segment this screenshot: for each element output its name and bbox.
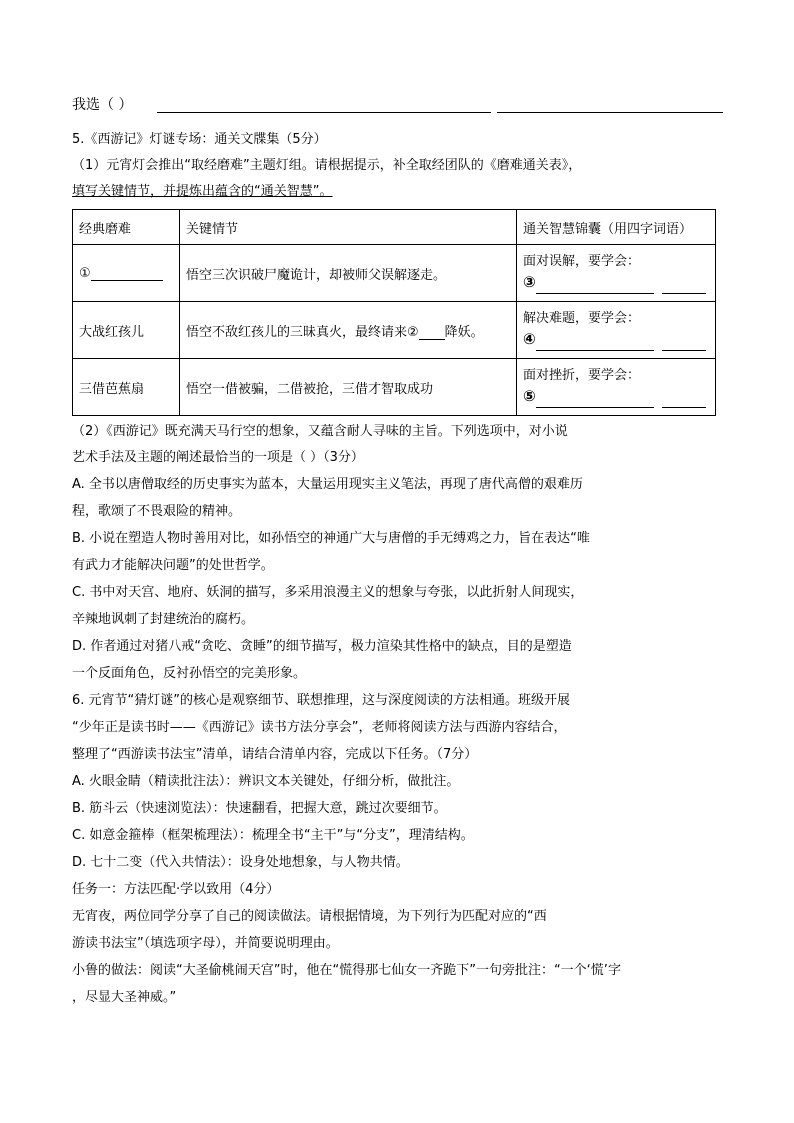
header-wisdom: 通关智慧锦囊（用四字词语） bbox=[517, 210, 716, 245]
answer-blank[interactable] bbox=[536, 393, 654, 408]
q5-title: 5.《西游记》灯谜专场：通关文牒集（5分） bbox=[72, 132, 327, 147]
answer-line[interactable] bbox=[497, 112, 723, 113]
blank-number: ⑤ bbox=[523, 387, 536, 405]
answer-blank[interactable] bbox=[419, 325, 445, 340]
q6-option-c: C. 如意金箍棒（框架梳理法）：梳理全书“主干”与“分支”，理清结构。 bbox=[72, 828, 474, 843]
wisdom-prompt: 面对误解，要学会： bbox=[523, 254, 641, 269]
trial-cell: 大战红孩儿 bbox=[73, 302, 180, 359]
blank-number: ① bbox=[79, 265, 91, 281]
task1-title: 任务一：方法匹配·学以致用（4分） bbox=[72, 882, 280, 897]
plot-cell bbox=[180, 302, 517, 359]
my-choice-label: 我选（ ） bbox=[72, 97, 133, 113]
task1-line2: 游读书法宝”（填选项字母），并简要说明理由。 bbox=[72, 936, 339, 951]
q6-line2: “少年正是读书时——《西游记》读书方法分享会”，老师将阅读方法与西游内容结合， bbox=[72, 720, 567, 735]
answer-blank[interactable] bbox=[662, 393, 706, 408]
plot-cell: 悟空一借被骗，二借被抢，三借才智取成功 bbox=[180, 359, 517, 416]
plot-cell: 悟空三次识破尸魔诡计，却被师父误解逐走。 bbox=[180, 245, 517, 302]
wisdom-cell bbox=[517, 302, 716, 359]
trial-cell: 三借芭蕉扇 bbox=[73, 359, 180, 416]
answer-blank[interactable] bbox=[91, 266, 163, 281]
table-header-row bbox=[73, 210, 716, 245]
wisdom-cell bbox=[517, 245, 716, 302]
wisdom-cell bbox=[517, 359, 716, 416]
option-c-line2: 辛辣地讽刺了封建统治的腐朽。 bbox=[72, 612, 255, 627]
q5-part1-line1: （1）元宵灯会推出“取经磨难”主题灯组。请根据提示，补全取经团队的《磨难通关表》， bbox=[72, 158, 582, 173]
q5-part2-line2: 艺术手法及主题的阐述最恰当的一项是（ ）（3分） bbox=[72, 450, 364, 465]
task1-line1: 无宵夜，两位同学分享了自己的阅读做法。请根据情境，为下列行为匹配对应的“西 bbox=[72, 909, 547, 924]
xiaolu-line1: 小鲁的做法：阅读“大圣偷桃闹天宫”时，他在“慌得那七仙女一齐跪下”一句旁批注：“一个‘慌’字 bbox=[72, 963, 621, 978]
table-row bbox=[73, 245, 716, 302]
option-a-line1: A. 全书以唐僧取经的历史事实为蓝本，大量运用现实主义笔法，再现了唐代高僧的艰难历 bbox=[72, 477, 583, 492]
q6-option-d: D. 七十二变（代入共情法）：设身处地想象，与人物共情。 bbox=[72, 855, 409, 870]
header-plot: 关键情节 bbox=[180, 210, 517, 245]
q5-part1-line2: 填写关键情节，并提炼出蕴含的“通关智慧”。 bbox=[72, 184, 333, 199]
answer-blank[interactable] bbox=[536, 336, 654, 351]
answer-blank[interactable] bbox=[662, 279, 706, 294]
option-b-line2: 有武力才能解决问题”的处世哲学。 bbox=[72, 558, 274, 573]
blank-number: ③ bbox=[523, 273, 536, 291]
q5-part2-line1: （2）《西游记》既充满天马行空的想象，又蕴含耐人寻味的主旨。下列选项中，对小说 bbox=[72, 424, 568, 439]
blank-number: ④ bbox=[523, 330, 536, 348]
plot-text: 悟空不敌红孩儿的三昧真火，最终请来② bbox=[186, 324, 419, 340]
trial-table bbox=[72, 209, 716, 416]
option-c-line1: C. 书中对天宫、地府、妖洞的描写，多采用浪漫主义的想象与夸张，以此折射人间现实， bbox=[72, 585, 584, 600]
q6-line3: 整理了“西游读书法宝”清单，请结合清单内容，完成以下任务。（7分） bbox=[72, 747, 478, 762]
option-b-line1: B. 小说在塑造人物时善用对比，如孙悟空的神通广大与唐僧的手无缚鸡之力，旨在表达“唯 bbox=[72, 531, 590, 546]
wisdom-prompt: 解决难题，要学会： bbox=[523, 311, 641, 326]
answer-line[interactable] bbox=[157, 112, 491, 113]
xiaolu-line2: ，尽显大圣神威。” bbox=[72, 990, 177, 1005]
trial-cell bbox=[73, 245, 180, 302]
q6-option-a: A. 火眼金睛（精读批注法）：辨识文本关键处，仔细分析，做批注。 bbox=[72, 774, 460, 789]
q6-option-b: B. 筋斗云（快速浏览法）：快速翻看，把握大意，跳过次要细节。 bbox=[72, 801, 447, 816]
table-row bbox=[73, 302, 716, 359]
table-row bbox=[73, 359, 716, 416]
q6-line1: 6. 元宵节“猜灯谜”的核心是观察细节、联想推理，这与深度阅读的方法相通。班级开展 bbox=[72, 693, 571, 708]
option-d-line1: D. 作者通过对猪八戒“贪吃、贪睡”的细节描写，极力渲染其性格中的缺点，目的是塑造 bbox=[72, 639, 572, 654]
wisdom-prompt: 面对挫折，要学会： bbox=[523, 368, 641, 383]
option-a-line2: 程，歌颂了不畏艰险的精神。 bbox=[72, 504, 242, 519]
plot-text: 降妖。 bbox=[444, 324, 484, 340]
answer-blank[interactable] bbox=[536, 279, 654, 294]
option-d-line2: 一个反面角色，反衬孙悟空的完美形象。 bbox=[72, 666, 307, 681]
header-trial: 经典磨难 bbox=[73, 210, 180, 245]
answer-blank[interactable] bbox=[662, 336, 706, 351]
